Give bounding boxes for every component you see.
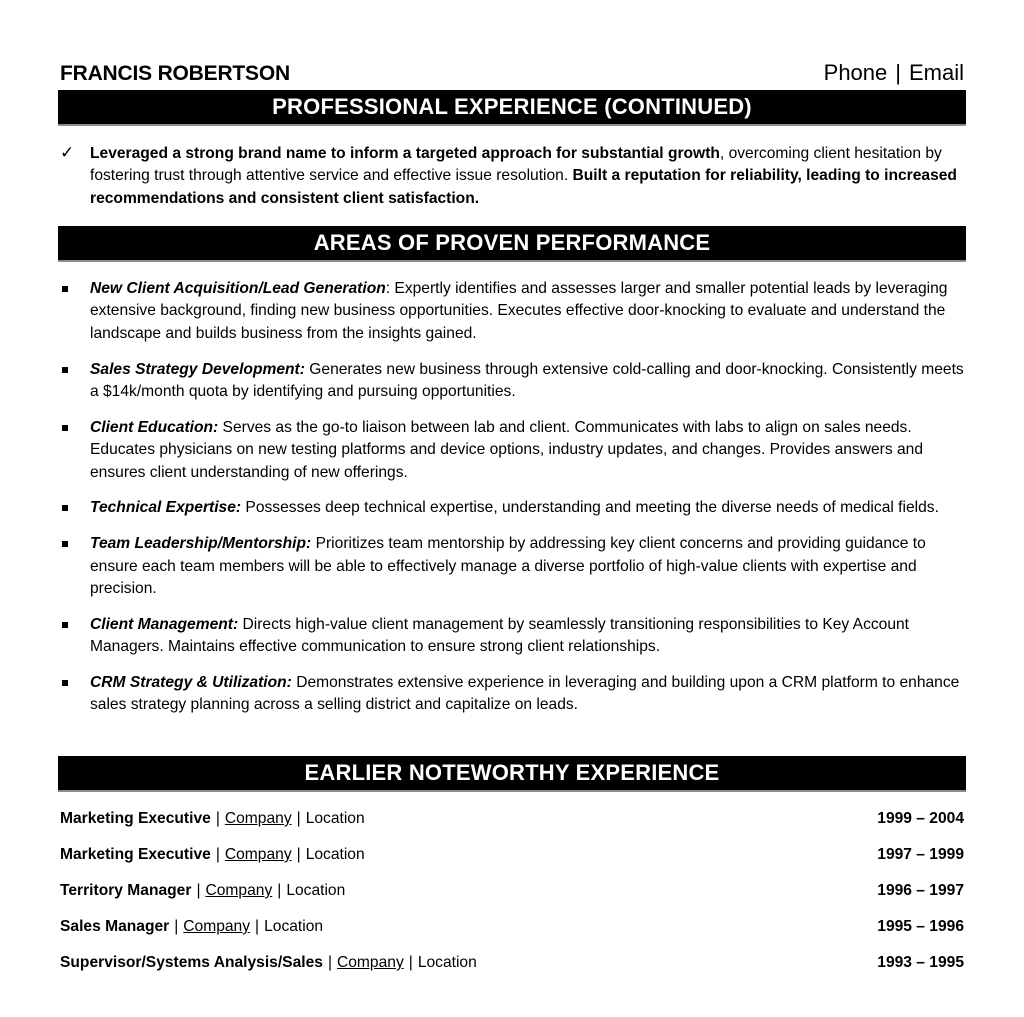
area-text: Serves as the go-to liaison between lab and client. Communicates with labs to align on sales needs. Educates physicians on new testing platforms and device options, industry updates, and changes. Provides answers and ensures client understanding of new offerings. <box>90 418 924 481</box>
checkmark-icon: ✓ <box>60 143 75 162</box>
earlier-experience-list <box>58 808 966 988</box>
separator: | <box>277 882 282 899</box>
job-title: Territory Manager <box>60 882 192 899</box>
job-dates: 1995 – 1996 <box>877 918 964 935</box>
separator: | <box>215 810 220 827</box>
separator: | <box>174 918 179 935</box>
achievement-body: , overcoming client hesitation by fostering trust through attentive service and effective issue resolution. <box>90 145 942 185</box>
contact-info <box>824 60 964 86</box>
separator: | <box>327 954 332 971</box>
job-dates: 1993 – 1995 <box>877 954 964 971</box>
list-item <box>58 672 966 717</box>
section-heading-areas-of-performance: AREAS OF PROVEN PERFORMANCE <box>58 226 966 262</box>
separator: | <box>196 882 201 899</box>
area-lead: Sales Strategy Development: <box>90 360 305 378</box>
achievement-bold-tail: Built a reputation for reliability, leading to increased recommendations and consistent client satisfaction. <box>90 167 957 207</box>
job-row <box>58 916 966 952</box>
job-dates: 1997 – 1999 <box>877 846 964 863</box>
bullet-square-icon <box>62 622 68 628</box>
area-text: : Expertly identifies and assesses larger and smaller potential leads by leveraging extensive background, finding new business opportunities. Executes effective door-knocking to evaluate and understand the landscape and builds business from the insights gained. <box>90 280 948 342</box>
list-item <box>58 359 966 404</box>
contact-separator: | <box>895 60 901 85</box>
area-text: Demonstrates extensive experience in leveraging and building upon a CRM platform to enhance sales strategy planning across a selling district and capitalize on leads. <box>90 674 960 714</box>
job-location: Location <box>286 882 346 899</box>
list-item <box>58 614 966 659</box>
email-label: Email <box>908 60 964 85</box>
separator: | <box>215 846 220 863</box>
bullet-square-icon <box>62 425 68 431</box>
area-text: Possesses deep technical expertise, understanding and meeting the diverse needs of medical fields. <box>241 499 939 517</box>
job-dates: 1996 – 1997 <box>877 882 964 899</box>
area-text: Generates new business through extensive cold-calling and door-knocking. Consistently meets a $14k/month quota by identifying and pursuing opportunities. <box>90 360 964 401</box>
separator: | <box>408 954 413 971</box>
job-title: Supervisor/Systems Analysis/Sales <box>60 954 323 971</box>
bullet-square-icon <box>62 367 68 373</box>
list-item <box>58 533 966 600</box>
bullet-square-icon <box>62 680 68 686</box>
job-row <box>58 952 966 988</box>
bullet-square-icon <box>62 505 68 511</box>
separator: | <box>255 918 260 935</box>
area-lead: New Client Acquisition/Lead Generation <box>90 280 386 297</box>
section-heading-professional-experience: PROFESSIONAL EXPERIENCE (CONTINUED) <box>58 90 966 126</box>
job-title: Marketing Executive <box>60 810 211 827</box>
job-row <box>58 844 966 880</box>
job-location: Location <box>305 846 365 863</box>
phone-label: Phone <box>823 60 888 85</box>
company-link[interactable]: Company <box>224 810 292 827</box>
company-link[interactable]: Company <box>337 954 404 971</box>
job-dates: 1999 – 2004 <box>877 810 964 827</box>
achievement-bold-lead: Leveraged a strong brand name to inform a targeted approach for substantial growth <box>90 145 720 162</box>
list-item <box>58 417 966 484</box>
area-lead: Client Management: <box>90 615 239 633</box>
job-title: Sales Manager <box>60 918 170 935</box>
area-lead: Technical Expertise: <box>90 499 242 517</box>
separator: | <box>296 846 301 863</box>
area-text: Directs high-value client management by seamlessly transitioning responsibilities to Key Account Managers. Maintains effective communication to ensure strong client relationships. <box>90 615 910 656</box>
job-row <box>58 880 966 916</box>
candidate-name: FRANCIS ROBERTSON <box>60 62 290 85</box>
section-heading-earlier-experience: EARLIER NOTEWORTHY EXPERIENCE <box>58 756 966 792</box>
area-lead: Client Education: <box>90 418 219 436</box>
company-link[interactable]: Company <box>183 918 251 935</box>
area-text: Prioritizes team mentorship by addressing key client concerns and providing guidance to ensure each team members will be able to effectively manage a diverse portfolio of high-value clients with expertise and precision. <box>90 535 926 598</box>
areas-list <box>58 278 966 730</box>
job-title: Marketing Executive <box>60 846 211 863</box>
area-lead: CRM Strategy & Utilization: <box>90 674 292 692</box>
bullet-square-icon <box>62 286 68 292</box>
job-location: Location <box>305 810 365 827</box>
list-item <box>58 278 966 345</box>
list-item <box>58 497 966 519</box>
area-lead: Team Leadership/Mentorship: <box>90 535 312 553</box>
job-row <box>58 808 966 844</box>
bullet-square-icon <box>62 541 68 547</box>
company-link[interactable]: Company <box>224 846 292 863</box>
job-location: Location <box>417 954 477 971</box>
job-location: Location <box>264 918 324 935</box>
separator: | <box>296 810 301 827</box>
achievement-text <box>90 143 966 210</box>
company-link[interactable]: Company <box>205 882 273 899</box>
header <box>58 62 966 86</box>
